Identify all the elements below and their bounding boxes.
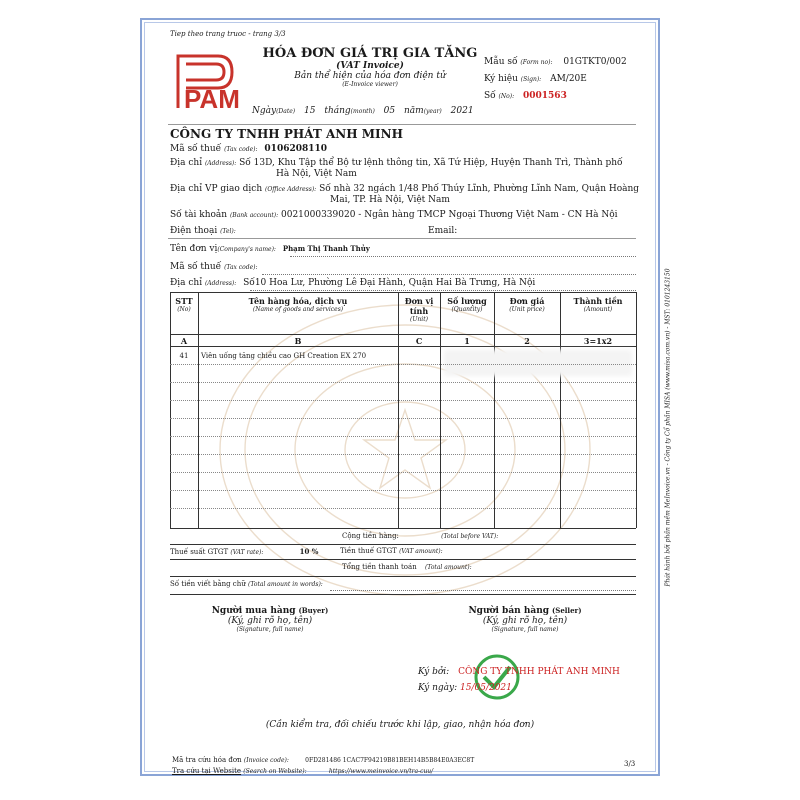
th-name: Tên hàng hóa, dịch vụ (Name of goods and services) [248, 296, 348, 313]
lookup-website: Tra cứu tại Website (Search on Website): https://www.meinvoice.vn/tra-cuu/ [172, 767, 434, 775]
side-note: Phát hành bởi phần mềm MeInvoice.vn - Công ty Cổ phần MISA (www.misa.com.vn) - MST: 0101243150 [664, 268, 672, 587]
th-amount: Thành tiền (Amount) [573, 296, 623, 313]
continuation-note: Tiep theo trang truoc - trang 3/3 [170, 30, 286, 38]
invoice-subtitle: (VAT Invoice) [336, 61, 404, 71]
seller-signature-block: Người bán hàng (Seller) (Ký, ghi rõ họ, tên) (Signature, full name) [468, 606, 582, 633]
invoice-desc-en: (E-Invoice viewer) [342, 81, 398, 88]
signed-by: Ký bởi: CÔNG TY TNHH PHÁT ANH MINH [418, 667, 620, 677]
seller-tax: Mã số thuế (Tax code): 0106208110 [170, 144, 328, 154]
row-name: Viên uống tăng chiều cao GH Creation EX 270 [201, 352, 367, 360]
seller-address: Địa chỉ (Address): Số 13D, Khu Tập thể Bộ tư lệnh thông tin, Xã Tứ Hiệp, Huyện Thanh Trì, Thành phố Hà Nội, Việt Nam [170, 158, 623, 179]
seller-bank: Số tài khoản (Bank account): 0021000339020 - Ngân hàng TMCP Ngoại Thương Việt Nam - CN Hà Nội [170, 210, 618, 220]
code-a: A [180, 336, 188, 346]
th-unit: Đơn vị tính (Unit) [404, 296, 434, 323]
row-no: 41 [179, 352, 189, 360]
amount-in-words: Số tiền viết bằng chữ (Total amount in words): [170, 580, 323, 588]
th-price: Đơn giá (Unit price) [509, 296, 545, 313]
side-note-wrap [658, 240, 672, 620]
vat-amount: Tiền thuế GTGT (VAT amount): [340, 547, 443, 555]
seller-company: CÔNG TY TNHH PHÁT ANH MINH [170, 127, 403, 141]
signed-date: Ký ngày: 15/05/2021 [418, 683, 512, 693]
company-logo [172, 50, 244, 112]
seller-email: Email: [428, 226, 458, 236]
footer-note: (Cần kiểm tra, đối chiếu trước khi lập, giao, nhận hóa đơn) [265, 720, 535, 730]
invoice-meta: Mẫu số (Form no): 01GTKT0/002 Ký hiệu (Sign): AM/20E Số (No): 0001563 [484, 57, 627, 101]
blurred-values [444, 350, 632, 376]
vat-rate: Thuế suất GTGT (VAT rate): 10 % [170, 547, 319, 556]
website-link[interactable]: https://www.meinvoice.vn/tra-cuu/ [328, 768, 434, 775]
page-number: 3/3 [624, 760, 636, 768]
invoice-date: Ngày(Date) 15 tháng(month) 05 năm(year) 2021 [252, 106, 474, 116]
lookup-code: Mã tra cứu hóa đơn (Invoice code): 0FD281486 1CAC7F94219B81BEH14B5B84E0A3EC8T [172, 756, 475, 764]
invoice-title: HÓA ĐƠN GIÁ TRỊ GIA TĂNG [262, 46, 478, 61]
code-3: 3=1x2 [583, 336, 613, 346]
buyer-signature-block: Người mua hàng (Buyer) (Ký, ghi rõ họ, tên) (Signature, full name) [211, 606, 329, 633]
invoice-desc: Bản thể hiện của hóa đơn điện tử [294, 71, 446, 81]
signature-check-icon [472, 652, 522, 702]
code-1: 1 [464, 336, 470, 346]
code-b: B [294, 336, 302, 346]
buyer-company: Tên đơn vị(Company's name): Phạm Thị Thanh Thủy [170, 244, 370, 254]
code-c: C [415, 336, 423, 346]
buyer-address: Địa chỉ (Address): Số10 Hoa Lư, Phường Lê Đại Hành, Quận Hai Bà Trưng, Hà Nội [170, 278, 536, 288]
th-qty: Số lượng (Quantity) [447, 296, 487, 313]
invoice-number: 0001563 [523, 91, 567, 101]
seller-tel: Điện thoại (Tel): [170, 226, 236, 236]
logo-letters: PAM [184, 84, 240, 112]
total-before-vat-label: Cộng tiền hàng: (Total before VAT): [342, 532, 499, 540]
th-no: STT (No) [175, 296, 193, 313]
seller-office: Địa chỉ VP giao dịch (Office Address): Số nhà 32 ngách 1/48 Phố Thúy Lĩnh, Phường Lĩnh Nam, Quận Hoàng Mai, TP. Hà Nội, Việt Nam [170, 184, 640, 205]
buyer-tax: Mã số thuế (Tax code): [170, 262, 258, 272]
total-amount: Tổng tiền thanh toán (Total amount): [342, 563, 472, 571]
code-2: 2 [524, 336, 530, 346]
